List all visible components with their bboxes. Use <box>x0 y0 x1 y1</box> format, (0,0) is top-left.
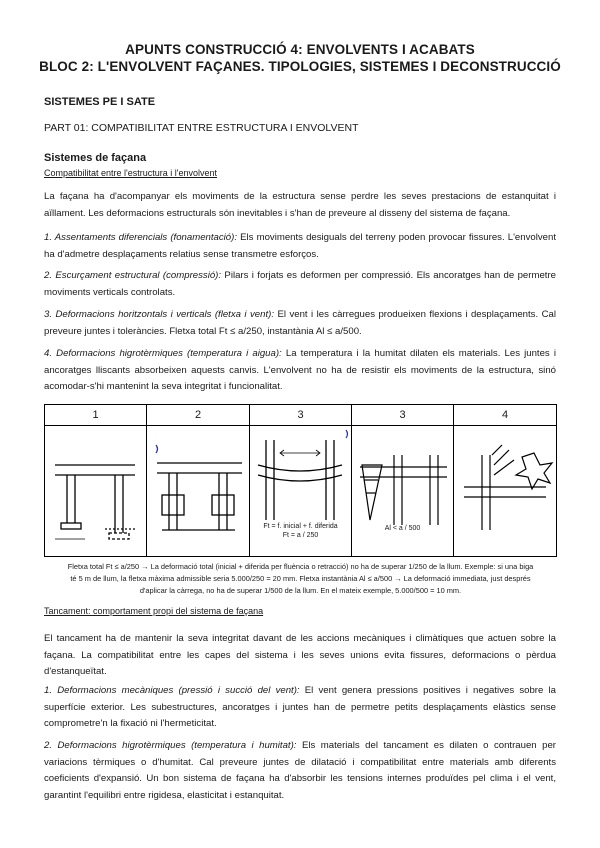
item-lead: 2. Escurçament estructural (compressió): <box>44 270 222 281</box>
item-text: Els moviments desiguals del terreny poden provocar fissures. L'envolvent ha d'admetre desplaçaments relatius sense transmetre esforços. <box>44 232 556 260</box>
item-text: La temperatura i la humitat dilaten els materials. Les juntes i ancoratges lliscants absorbeixen aquests canvis. L'envolvent no ha de resistir els moviments de la estructura, sinó acomodar-s'hi mantenint la seva integritat i funcionalitat. <box>44 348 556 392</box>
block1-item-3 <box>44 307 556 340</box>
figure-col-5 <box>454 405 556 556</box>
block1-item-1 <box>44 230 556 263</box>
section-heading: SISTEMES PE I SATE <box>44 96 156 108</box>
column-number: 3 <box>399 409 406 421</box>
figure-col-1 <box>45 405 147 556</box>
col3-label-2: Ft = a / 250 <box>282 532 319 539</box>
hygrothermal-diagram <box>454 425 556 556</box>
block1-subtitle: Compatibilitat entre l'estructura i l'envolvent <box>44 168 218 178</box>
item-lead: 2. Deformacions higrotèrmiques (temperatura i humitat): <box>44 740 297 751</box>
item-lead: 1. Deformacions mecàniques (pressió i succió del vent): <box>44 685 300 696</box>
figure-col-2 <box>147 405 250 556</box>
block2-item-2 <box>44 738 556 804</box>
block2-intro: El tancament ha de mantenir la seva integritat davant de les accions mecàniques i climàtiques que actuen sobre la façana. La compatibilitat entre les capes del sistema i les seves unions evita fissures, deformacions o pèrdua d'estanqueïtat. <box>44 633 556 677</box>
shortening-diagram <box>147 425 250 556</box>
settlement-diagram <box>45 425 147 556</box>
column-number: 4 <box>501 409 509 421</box>
figure-col-3 <box>250 405 352 556</box>
caption-line: Fletxa total Ft ≤ a/250 → La deformació total (inicial + diferida per fluència o retracció) no ha de superar 1/250 de la llum. Exemple: si una biga <box>67 562 534 571</box>
item-text: Pilars i forjats es deformen per compressió. Els ancoratges han de permetre moviments verticals controlats. <box>44 270 556 298</box>
block1-intro: La façana ha d'acompanyar els moviments de la estructura sense perdre les seves prestacions de estanquitat i aïllament. Les deformacions estructurals són inevitables i s'han de preveure al disseny del sistema de façana. <box>44 191 556 219</box>
item-lead: 3. Deformacions horitzontals i verticals (fletxa i vent): <box>44 309 274 320</box>
item-lead: 4. Deformacions higrotèrmiques (temperatura i aigua): <box>44 348 282 359</box>
document-subtitle: BLOC 2: L'ENVOLVENT FAÇANES. TIPOLOGIES, SISTEMES I DECONSTRUCCIÓ <box>39 59 561 74</box>
col3-label-1: Ft = f. inicial + f. diferida <box>263 523 338 530</box>
block2-item-1 <box>44 683 556 733</box>
column-number: 1 <box>92 409 99 421</box>
block2-subtitle: Tancament: comportament propi del sistema de façana <box>44 606 264 616</box>
block1-item-4 <box>44 346 556 396</box>
part-heading: PART 01: COMPATIBILITAT ENTRE ESTRUCTURA I ENVOLVENT <box>44 122 359 134</box>
caption-line: d'aplicar la càrrega, no ha de superar 1/500 de la llum. En el mateix exemple, 5.000/500 = 10 mm. <box>139 586 462 595</box>
figure-col-4 <box>352 405 454 556</box>
document-title: APUNTS CONSTRUCCIÓ 4: ENVOLVENTS I ACABATS <box>125 42 475 57</box>
caption-line: té 5 m de llum, la fletxa màxima admissible seria 5.000/250 = 20 mm. Fletxa instantània Al ≤ a/500 → La deformació immediata, just després <box>70 574 531 583</box>
subsection-heading: Sistemes de façana <box>44 152 147 164</box>
column-number: 2 <box>194 409 202 421</box>
item-lead: 1. Assentaments diferencials (fonamentació): <box>44 232 237 243</box>
figure-caption <box>44 561 557 597</box>
item-text: El vent genera pressions positives i negatives sobre la superfície exterior. Les subestructures, ancoratges i juntes han de permetre petits desplaçaments elàstics sense comprometre'n la fixació ni l'hermeticitat. <box>44 685 556 729</box>
deformation-figure-table <box>44 404 557 557</box>
block1-item-2 <box>44 268 556 301</box>
instant-deflection-diagram <box>352 425 454 556</box>
column-number: 3 <box>297 409 304 421</box>
item-text: Els materials del tancament es dilaten o contrauen per variacions tèrmiques o d'humitat. Cal preveure juntes de dilatació i compatibilitat entre materials amb diferents coeficients d'expansió. Un bon sistema de façana ha d'absorbir les tensions internes produïdes pel clima i el vent, garantint l'equilibri entre rigidesa, elasticitat i estanquitat. <box>44 740 556 801</box>
col4-label: Al < a / 500 <box>384 525 421 532</box>
item-text: El vent i les càrregues produeixen flexions i desplaçaments. Cal preveure juntes i toleràncies. Fletxa total Ft ≤ a/250, instantània Al ≤ a/500. <box>44 309 556 337</box>
